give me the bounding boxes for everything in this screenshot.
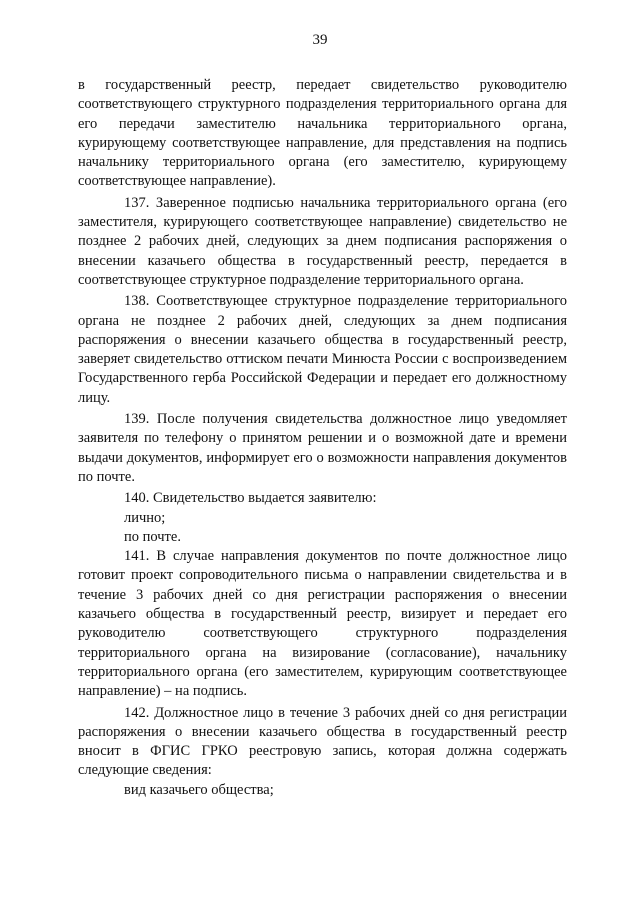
paragraph-140: 140. Свидетельство выдается заявителю:: [124, 490, 377, 507]
paragraph-142: 142. Должностное лицо в течение 3 рабочих дней со дня регистрации распоряжения о внесении казачьего общества в государственный реестр вносит в ФГИС ГРКО реестровую запись, которая должна содержать следующие сведения:: [78, 704, 567, 779]
paragraph-137: 137. Заверенное подписью начальника территориального органа (его заместителя, курирующего соответствующее направление) свидетельство не позднее 2 рабочих дней, следующих за днем подписания распоряжения о внесении казачьего общества в государственный реестр, передается в соответствующее структурное подразделение территориального органа.: [78, 194, 567, 288]
paragraph-138: 138. Соответствующее структурное подразделение территориального органа не позднее 2 рабочих дней, следующих за днем подписания распоряжения о внесении казачьего общества в государственный реестр, заверяет свидетельство оттиском печати Минюста России с воспроизведением Государственного герба Российской Федерации и передает его должностному лицу.: [78, 293, 567, 406]
page-number: 39: [312, 32, 328, 48]
document-body: [78, 76, 567, 800]
paragraph-continuation: в государственный реестр, передает свидетельство руководителю соответствующего структурного подразделения территориального органа для его передачи заместителю начальника территориального органа, курирующему соответствующее направление, для представления на подпись начальнику территориального органа (его заместителю, курирующему соответствующее направление).: [78, 77, 567, 190]
list-item-in-person: лично;: [124, 509, 166, 526]
list-item-by-mail: по почте.: [124, 528, 181, 545]
paragraph-141: 141. В случае направления документов по почте должностное лицо готовит проект сопроводительного письма о направлении свидетельства и в течение 3 рабочих дней со дня регистрации распоряжения о внесении казачьего общества в государственный реестр, визирует и передает его руководителю соответствующего структурного подразделения территориального органа на визирование (согласование), начальнику территориального органа (его заместителем, курирующим соответствующее направление) – на подпись.: [78, 548, 567, 700]
paragraph-139: 139. После получения свидетельства должностное лицо уведомляет заявителя по телефону о принятом решении и о возможной дате и времени выдачи документов, информирует его о возможности направления документов по почте.: [78, 411, 567, 485]
list-item-society-type: вид казачьего общества;: [124, 781, 274, 798]
